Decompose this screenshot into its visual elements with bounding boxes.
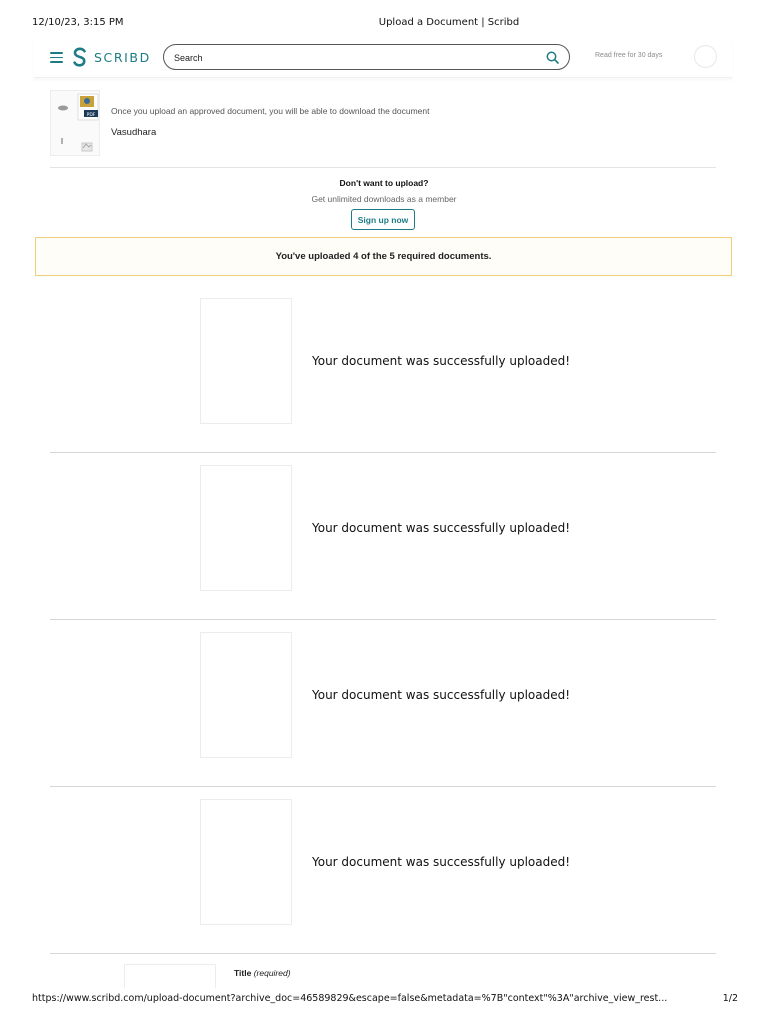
title-label-text: Title (234, 968, 252, 978)
print-datetime: 12/10/23, 3:15 PM (32, 17, 124, 28)
search-bar[interactable] (163, 44, 570, 70)
upsell-section (0, 178, 768, 225)
upload-progress-banner: You've uploaded 4 of the 5 required documents. (35, 237, 732, 276)
upsell-title: Don't want to upload? (339, 178, 429, 188)
upload-success-message: Your document was successfully uploaded! (312, 521, 571, 535)
uploaded-document-row (50, 453, 716, 620)
document-thumbnail (200, 298, 292, 424)
sign-up-button[interactable]: Sign up now (351, 209, 415, 230)
avatar[interactable] (694, 45, 717, 68)
print-page-number: 1/2 (722, 993, 738, 1004)
upload-success-message: Your document was successfully uploaded! (312, 354, 571, 368)
thumbnail-collage-icon (51, 91, 101, 157)
document-thumbnail-collage (50, 90, 100, 156)
print-page-title: Upload a Document | Scribd (378, 17, 520, 28)
read-free-link[interactable]: Read free for 30 days (595, 52, 663, 59)
uploaded-document-row (50, 620, 716, 787)
search-icon[interactable] (546, 51, 559, 64)
top-navbar (34, 40, 732, 78)
print-url: https://www.scribd.com/upload-document?archive_doc=46589829&escape=false&metadata=%7B"context"%3A"archive_view_rest... (32, 993, 668, 1004)
upload-success-message: Your document was successfully uploaded! (312, 688, 571, 702)
download-requirement-message: Once you upload an approved document, you will be able to download the document (111, 106, 430, 116)
scribd-logo[interactable] (72, 46, 151, 68)
document-thumbnail (200, 799, 292, 925)
uploaded-document-row (50, 787, 716, 954)
upload-success-message: Your document was successfully uploaded! (312, 855, 571, 869)
document-thumbnail (124, 964, 216, 988)
document-author[interactable]: Vasudhara (111, 127, 157, 138)
upsell-subtitle: Get unlimited downloads as a member (311, 194, 457, 204)
title-required-qualifier: (required) (253, 968, 291, 978)
print-header (0, 17, 768, 31)
print-footer (32, 993, 738, 1005)
document-info (50, 90, 716, 168)
hamburger-menu-icon[interactable] (50, 52, 63, 63)
uploaded-documents-list (50, 286, 716, 954)
search-input[interactable] (174, 50, 534, 65)
document-title-section (124, 964, 724, 988)
logo-wordmark: SCRIBD (94, 49, 151, 65)
document-thumbnail (200, 465, 292, 591)
uploaded-document-row (50, 286, 716, 453)
pdf-badge: PDF (86, 113, 96, 118)
scribd-logo-icon (72, 47, 88, 67)
document-thumbnail (200, 632, 292, 758)
title-field-label (234, 968, 291, 978)
